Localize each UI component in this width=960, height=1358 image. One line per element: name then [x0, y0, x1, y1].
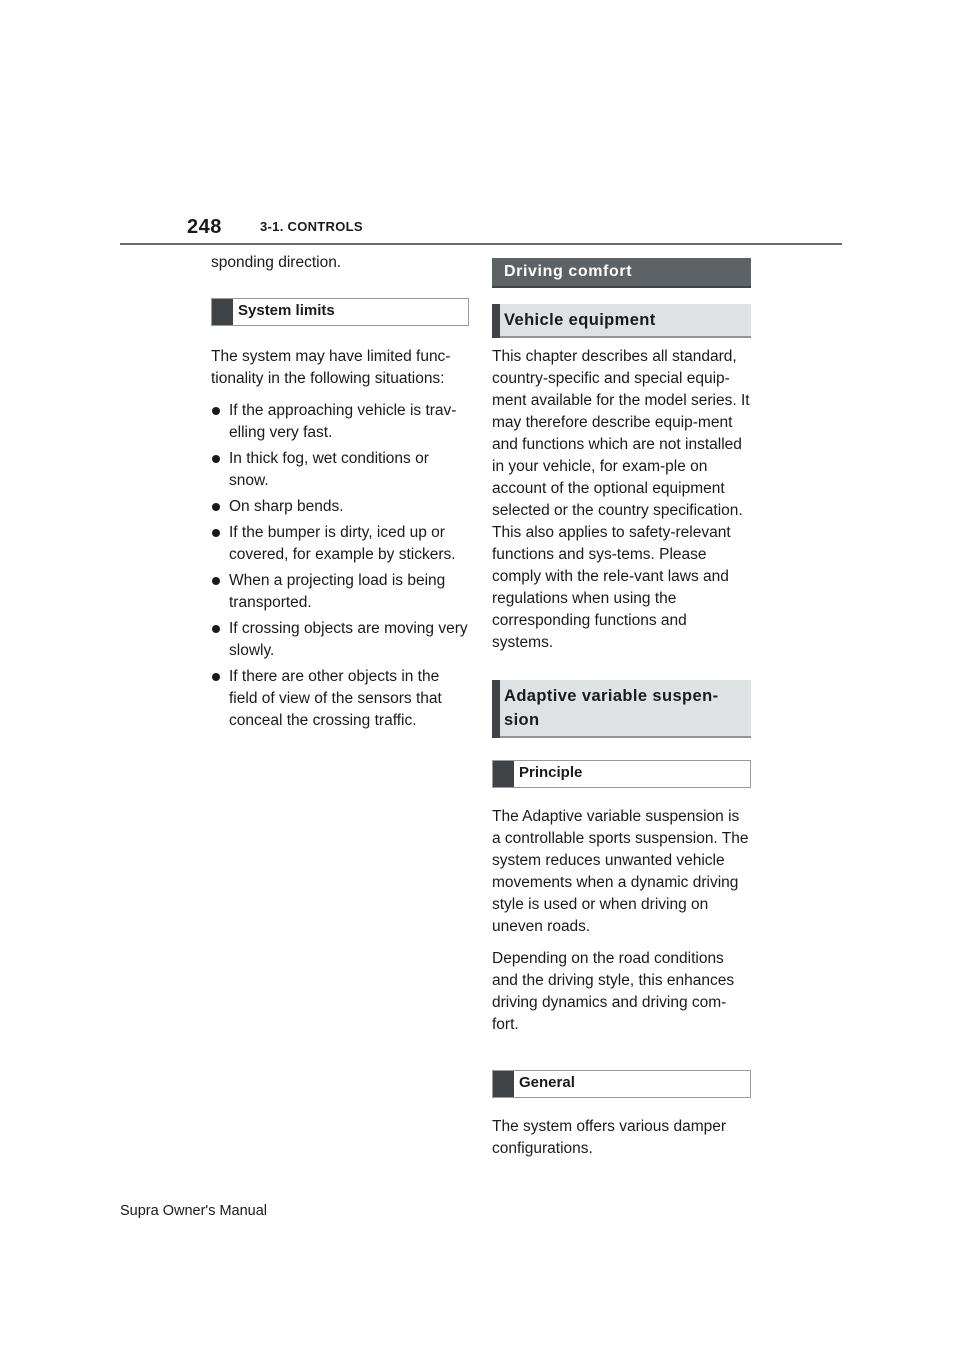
- list-item: [211, 448, 469, 492]
- bullet-icon: [212, 529, 220, 537]
- principle-heading-text: Principle: [519, 764, 583, 781]
- system-limits-intro: The system may have limited func-tionality in the following situations:: [211, 348, 451, 387]
- heading-marker: [212, 299, 233, 325]
- bullet-icon: [212, 673, 220, 681]
- list-item: [211, 496, 469, 518]
- footer-manual-title: Supra Owner's Manual: [120, 1203, 268, 1219]
- vehicle-equipment-text: This chapter describes all standard, country-specific and special equip-ment available for the model series. It may therefore describe equip-ment and functions which are not installed in your vehicle, for exam-ple on account of the optional equipment selected or the country specification. This also applies to safety-relevant functions and sys-tems. Please comply with the rele-vant laws and regulations when using the corresponding functions and systems.: [492, 348, 750, 651]
- list-item-text: When a projecting load is being transported.: [229, 572, 446, 611]
- heading-marker: [493, 761, 514, 787]
- section-label: 3-1. CONTROLS: [260, 219, 363, 234]
- vehicle-equipment-heading: [492, 304, 751, 338]
- system-limits-heading: [211, 298, 469, 326]
- heading-marker: [493, 1071, 514, 1097]
- principle-heading: [492, 760, 751, 788]
- header-divider: [120, 243, 842, 245]
- driving-comfort-heading: Driving comfort: [492, 258, 751, 288]
- list-item: [211, 522, 469, 566]
- list-item-text: On sharp bends.: [229, 498, 344, 515]
- right-column: [492, 258, 751, 1170]
- system-limits-heading-text: System limits: [238, 302, 335, 319]
- list-item: [211, 570, 469, 614]
- heading-marker: [492, 304, 500, 338]
- bullet-icon: [212, 577, 220, 585]
- list-item-text: If there are other objects in the field of view of the sensors that conceal the crossing traffic.: [229, 668, 442, 729]
- left-column: [211, 252, 469, 736]
- general-text: The system offers various damper configurations.: [492, 1118, 727, 1157]
- bullet-icon: [212, 407, 220, 415]
- vehicle-equipment-heading-text: Vehicle equipment: [504, 311, 656, 329]
- list-item-text: If the approaching vehicle is trav-elling very fast.: [229, 402, 457, 441]
- general-heading: [492, 1070, 751, 1098]
- heading-marker: [492, 680, 500, 738]
- adaptive-suspension-heading-text: Adaptive variable suspen-sion: [504, 687, 719, 729]
- list-item: [211, 618, 469, 662]
- list-item-text: If the bumper is dirty, iced up or covered, for example by stickers.: [229, 524, 456, 563]
- principle-paragraph-2: Depending on the road conditions and the driving style, this enhances driving dynamics and driving com-fort.: [492, 950, 735, 1033]
- list-item-text: If crossing objects are moving very slowly.: [229, 620, 468, 659]
- bullet-icon: [212, 503, 220, 511]
- bullet-icon: [212, 625, 220, 633]
- continuation-text: sponding direction.: [211, 254, 342, 271]
- list-item-text: In thick fog, wet conditions or snow.: [229, 450, 429, 489]
- list-item: [211, 666, 469, 732]
- system-limits-list: [211, 400, 469, 732]
- adaptive-suspension-heading: [492, 680, 751, 738]
- principle-paragraph-1: The Adaptive variable suspension is a controllable sports suspension. The system reduces unwanted vehicle movements when a dynamic driving style is used or when driving on uneven roads.: [492, 808, 749, 935]
- list-item: [211, 400, 469, 444]
- bullet-icon: [212, 455, 220, 463]
- general-heading-text: General: [519, 1074, 575, 1091]
- page-number: 248: [187, 216, 222, 238]
